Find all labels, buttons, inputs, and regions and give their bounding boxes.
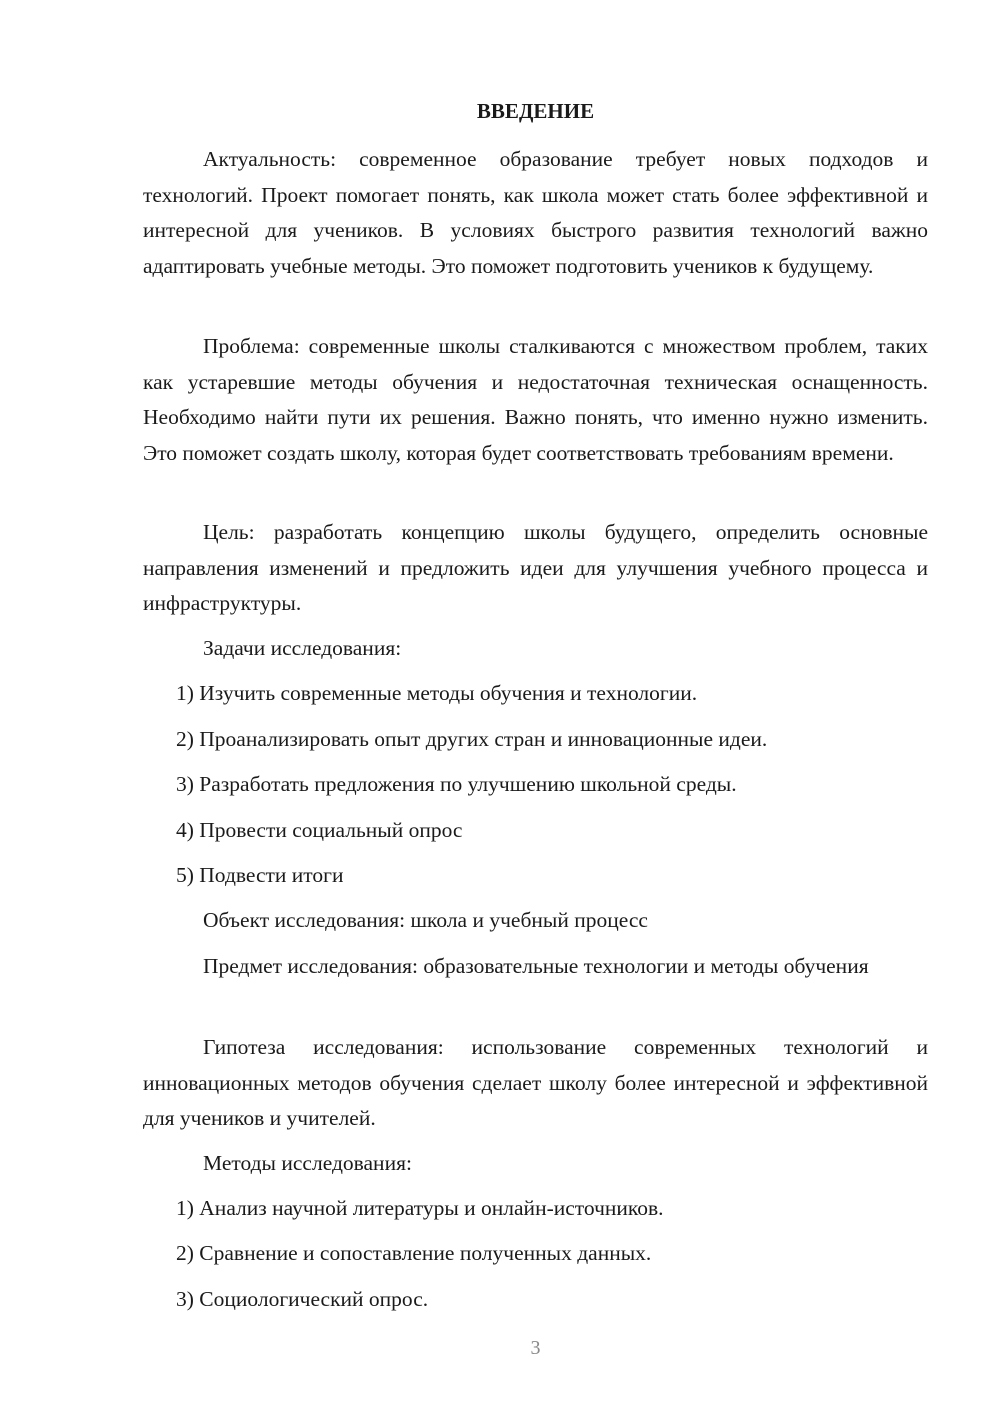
method-item: 1) Анализ научной литературы и онлайн-источников. [176, 1196, 664, 1220]
task-item: 4) Провести социальный опрос [176, 818, 463, 842]
subject-paragraph: Предмет исследования: образовательные технологии и методы обучения [203, 954, 869, 978]
problem-paragraph: Проблема: современные школы сталкиваются с множеством проблем, таких как устаревшие методы обучения и недостаточная техническая оснащенность. Необходимо найти пути их решения. Важно понять, что именно нужно изменить. Это поможет создать школу, которая будет соответствовать требованиям времени. [143, 334, 928, 465]
document-title: ВВЕДЕНИЕ [476, 99, 595, 123]
object-line: Объект исследования: школа и учебный процесс [203, 908, 648, 932]
relevance-paragraph: Актуальность: современное образование требует новых подходов и технологий. Проект помогает понять, как школа может стать более эффективной и интересной для учеников. В условиях быстрого развития технологий важно адаптировать учебные методы. Это поможет подготовить учеников к будущему. [143, 147, 928, 278]
tasks-heading: Задачи исследования: [203, 636, 402, 660]
task-item: 1) Изучить современные методы обучения и технологии. [176, 681, 698, 705]
method-item: 2) Сравнение и сопоставление полученных данных. [176, 1241, 652, 1265]
task-item: 3) Разработать предложения по улучшению школьной среды. [176, 772, 737, 796]
methods-heading: Методы исследования: [203, 1151, 412, 1175]
method-item: 3) Социологический опрос. [176, 1287, 429, 1311]
page-number: 3 [530, 1337, 541, 1359]
task-item: 2) Проанализировать опыт других стран и инновационные идеи. [176, 727, 768, 751]
goal-paragraph: Цель: разработать концепцию школы будущего, определить основные направления изменений и предложить идеи для улучшения учебного процесса и инфраструктуры. [143, 520, 928, 615]
hypothesis-paragraph: Гипотеза исследования: использование современных технологий и инновационных методов обучения сделает школу более интересной и эффективной для учеников и учителей. [143, 1035, 928, 1130]
task-item: 5) Подвести итоги [176, 863, 344, 887]
